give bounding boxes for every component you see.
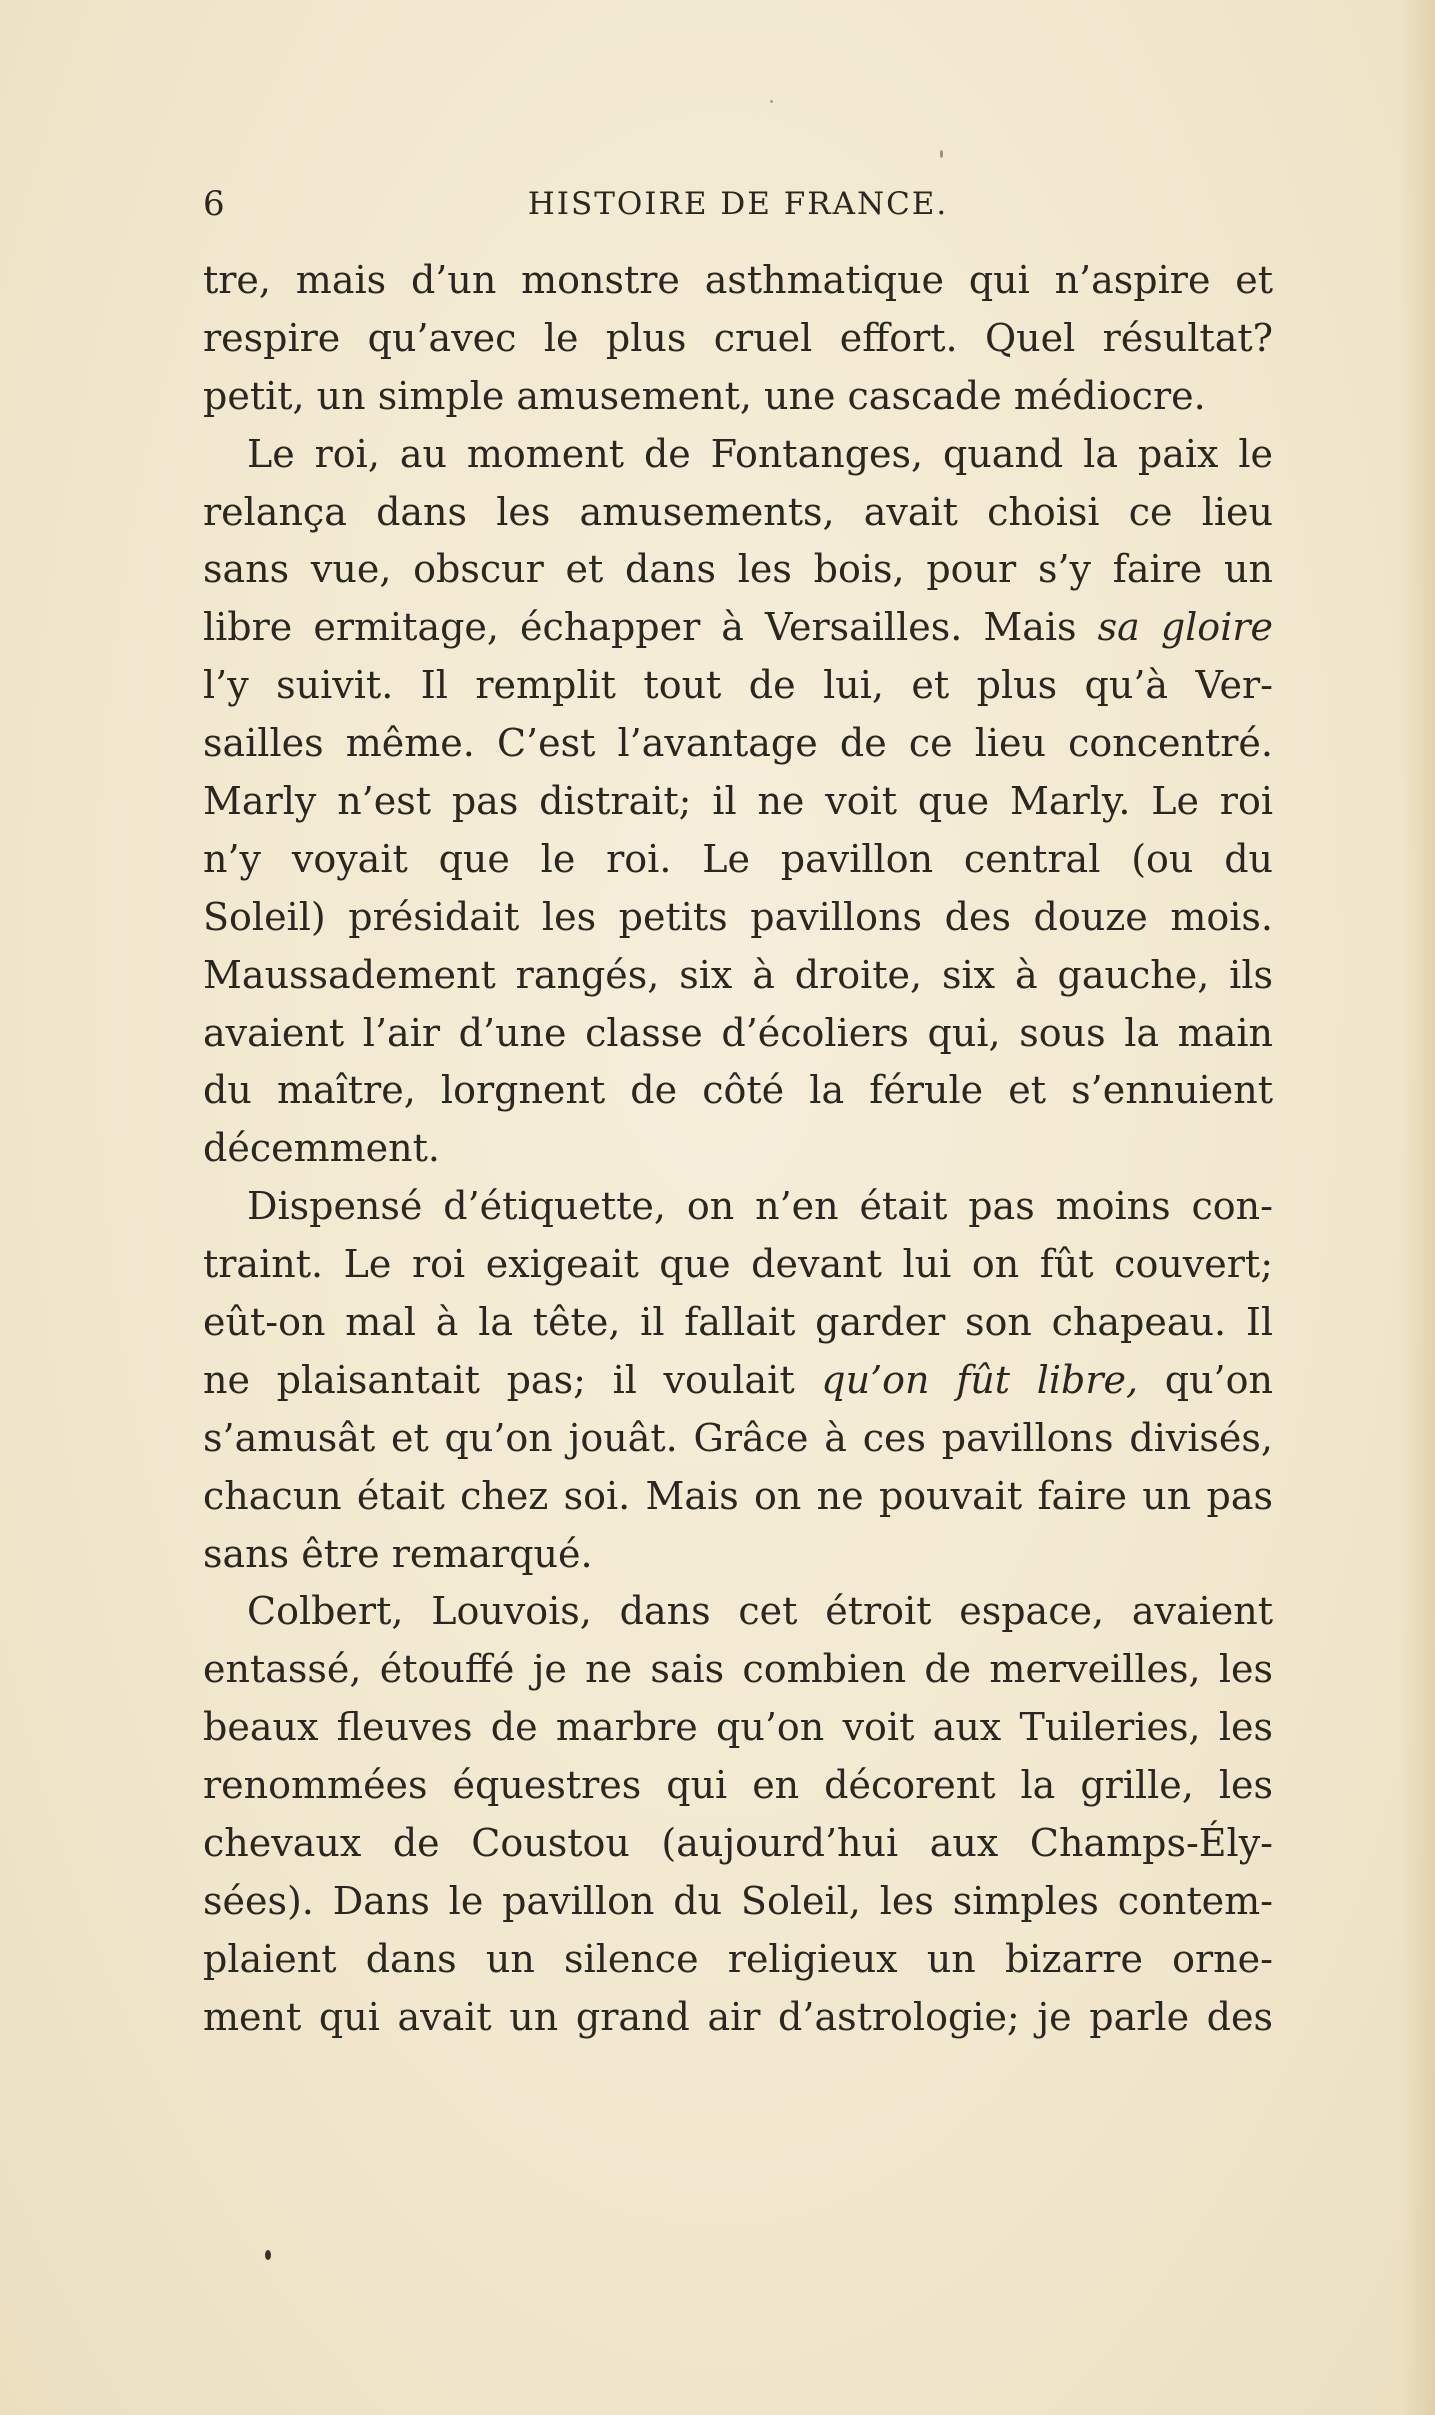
text-line: Colbert, Louvois, dans cet étroit espace, avaient [247,1589,1273,1634]
text-line: sailles même. C’est l’avantage de ce lieu concentré. [203,721,1273,766]
text-line: chacun était chez soi. Mais on ne pouvait faire un pas [203,1473,1273,1518]
text-line: plaient dans un silence religieux un bizarre orne- [203,1936,1273,1981]
ink-speck [770,100,773,103]
page-edge-shadow [1401,0,1435,2415]
ink-speck [265,2250,271,2260]
text-segment: qu’on [1138,1357,1273,1402]
text-line: Marly n’est pas distrait; il ne voit que Marly. Le roi [203,779,1273,824]
text-line: n’y voyait que le roi. Le pavillon central (ou du [203,836,1273,881]
text-line: sées). Dans le pavillon du Soleil, les simples contem- [203,1878,1273,1923]
text-segment: libre ermitage, échapper à Versailles. Mais [203,605,1098,650]
text-line: petit, un simple amusement, une cascade médiocre. [203,373,1206,418]
text-line: Maussadement rangés, six à droite, six à gauche, ils [203,952,1273,997]
italic-phrase: qu’on fût libre, [821,1357,1139,1402]
text-line: beaux fleuves de marbre qu’on voit aux Tuileries, les [203,1705,1273,1750]
text-line: relança dans les amusements, avait choisi ce lieu [203,489,1273,534]
text-line: entassé, étouffé je ne sais combien de merveilles, les [203,1647,1273,1692]
text-line: renommées équestres qui en décorent la grille, les [203,1763,1273,1808]
text-line: tre, mais d’un monstre asthmatique qui n’aspire et [203,258,1273,302]
text-line [203,599,1273,657]
text-line: traint. Le roi exigeait que devant lui on fût couvert; [203,1242,1273,1287]
text-line: l’y suivit. Il remplit tout de lui, et plus qu’à Ver- [203,663,1273,708]
text-line: sans vue, obscur et dans les bois, pour s’y faire un [203,547,1273,592]
ink-speck [940,150,943,158]
text-line: chevaux de Coustou (aujourd’hui aux Champs-Ély- [203,1821,1273,1866]
running-title: HISTOIRE DE FRANCE. [527,186,949,222]
text-line: respire qu’avec le plus cruel effort. Quel résultat? [203,315,1273,360]
text-line [203,1352,1273,1410]
italic-phrase: sa gloire [1097,605,1273,650]
page-header [203,184,1273,234]
text-segment: ne plaisantait pas; il voulait [203,1357,822,1402]
text-line: s’amusât et qu’on jouât. Grâce à ces pavillons divisés, [203,1415,1273,1460]
text-line: sans être remarqué. [203,1531,593,1576]
text-line: ment qui avait un grand air d’astrologie; je parle des [203,1994,1273,2039]
text-line: eût-on mal à la tête, il fallait garder son chapeau. Il [203,1300,1273,1345]
body-text [203,252,1273,2047]
text-line: du maître, lorgnent de côté la férule et s’ennuient [203,1068,1273,1113]
text-line: Soleil) présidait les petits pavillons des douze mois. [203,894,1273,939]
text-line: Le roi, au moment de Fontanges, quand la paix le [247,431,1273,476]
page-number: 6 [203,184,226,224]
text-line: décemment. [203,1126,440,1171]
text-line: Dispensé d’étiquette, on n’en était pas moins con- [247,1184,1273,1229]
text-line: avaient l’air d’une classe d’écoliers qui, sous la main [203,1010,1273,1055]
